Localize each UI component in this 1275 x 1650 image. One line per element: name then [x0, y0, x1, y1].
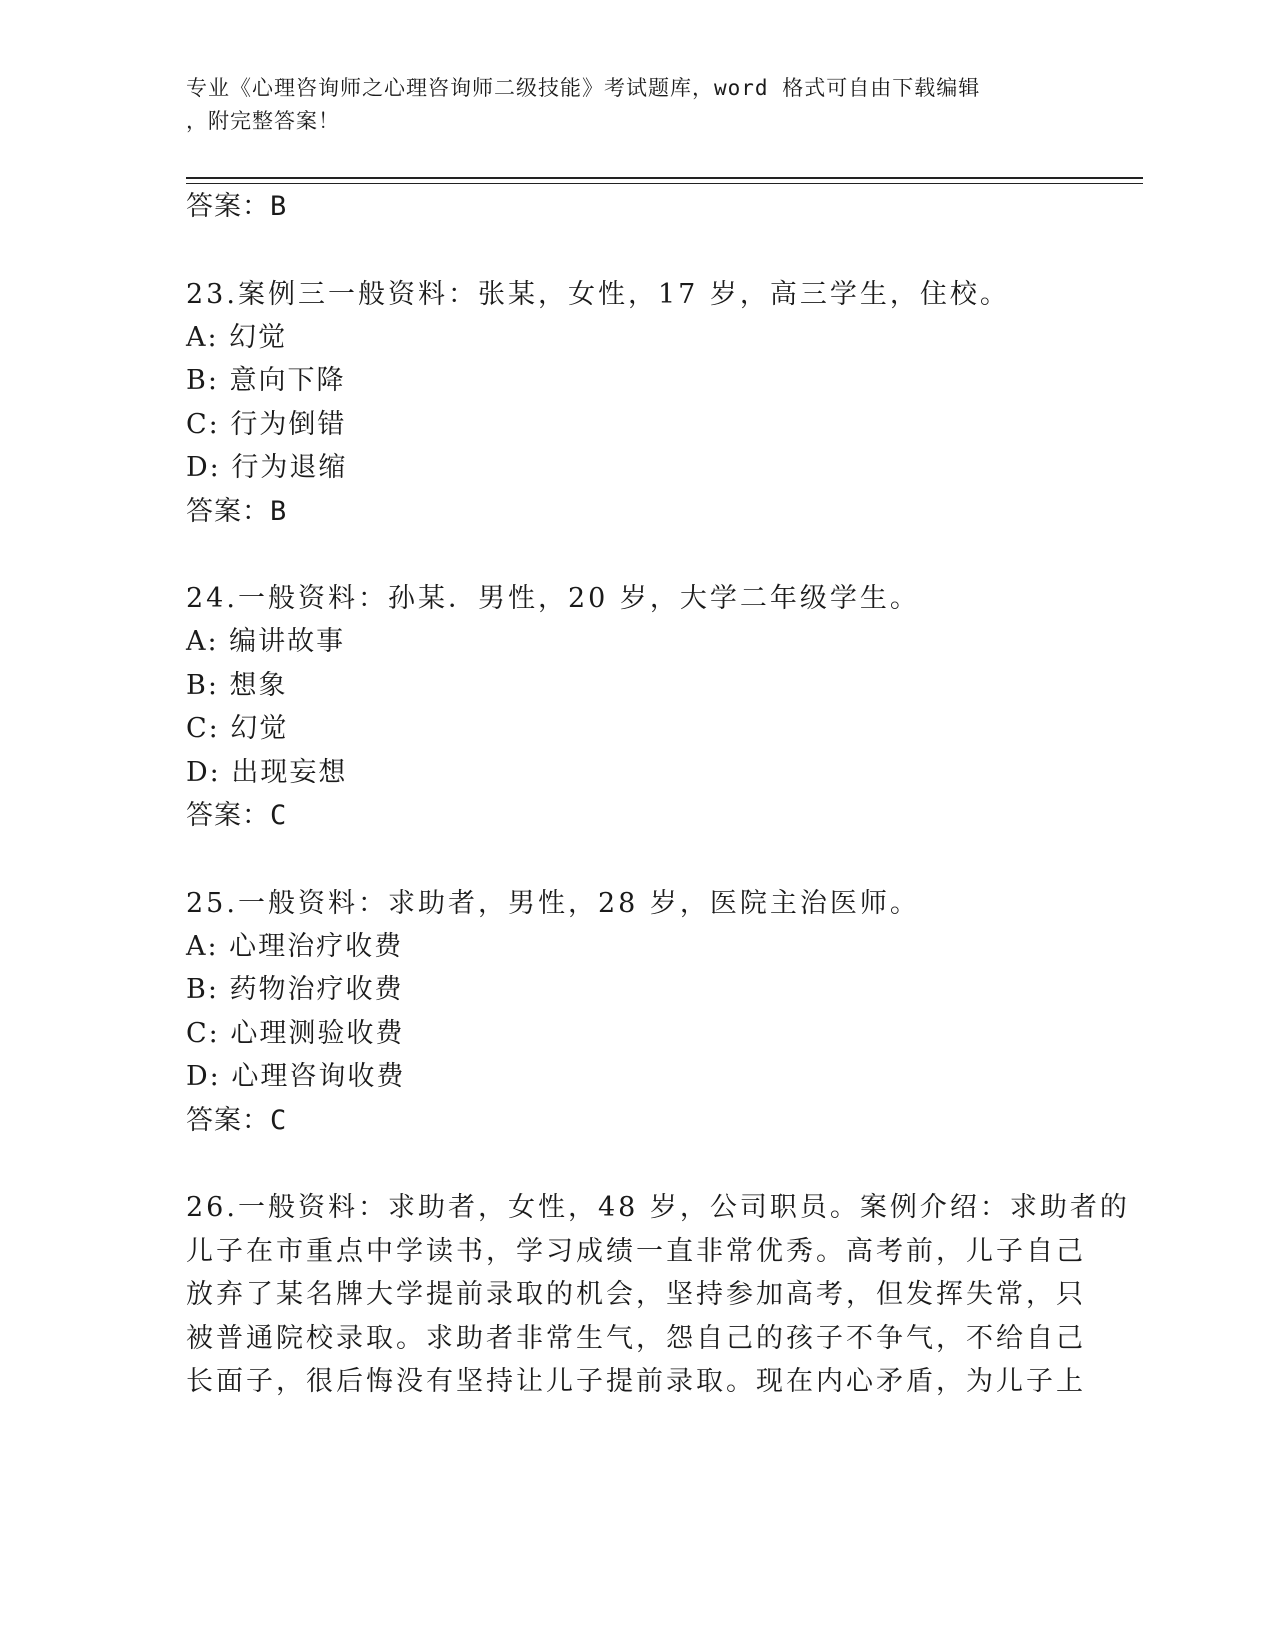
question-stem: 23.案例三一般资料：张某，女性，17 岁，高三学生，住校。 — [186, 279, 1010, 310]
question-26-line: 放弃了某名牌大学提前录取的机会，坚持参加高考，但发挥失常，只 — [186, 1279, 1086, 1310]
question-stem: 24.一般资料：孙某．男性，20 岁，大学二年级学生。 — [186, 583, 920, 614]
option-c: C: 行为倒错 — [186, 409, 347, 440]
question-26-line: 儿子在市重点中学读书，学习成绩一直非常优秀。高考前，儿子自己 — [186, 1236, 1086, 1267]
answer-line: 答案：B — [186, 191, 288, 222]
option-b: B: 药物治疗收费 — [186, 974, 404, 1005]
option-a: A: 幻觉 — [186, 322, 288, 353]
option-b: B: 意向下降 — [186, 365, 346, 396]
option-b: B: 想象 — [186, 670, 288, 701]
question-26-line: 26.一般资料：求助者，女性，48 岁，公司职员。案例介绍：求助者的 — [186, 1192, 1130, 1223]
header-line-2: ，附完整答案！ — [186, 109, 340, 133]
answer-line: 答案：C — [186, 800, 288, 831]
option-c: C: 幻觉 — [186, 713, 289, 744]
question-stem: 25.一般资料：求助者，男性，28 岁，医院主治医师。 — [186, 888, 920, 919]
header-rule-thick — [186, 177, 1143, 179]
answer-line: 答案：B — [186, 496, 288, 527]
option-c: C: 心理测验收费 — [186, 1018, 405, 1049]
option-d: D: 行为退缩 — [186, 452, 348, 483]
option-d: D: 心理咨询收费 — [186, 1061, 406, 1092]
document-header — [186, 72, 1086, 138]
header-rule-thin — [186, 183, 1143, 184]
option-a: A: 编讲故事 — [186, 626, 346, 657]
option-d: D: 出现妄想 — [186, 757, 348, 788]
header-line-1: 专业《心理咨询师之心理咨询师二级技能》考试题库，word 格式可自由下载编辑 — [186, 76, 981, 100]
question-26-line: 长面子，很后悔没有坚持让儿子提前录取。现在内心矛盾，为儿子上 — [186, 1366, 1086, 1397]
answer-line: 答案：C — [186, 1105, 288, 1136]
option-a: A: 心理治疗收费 — [186, 931, 404, 962]
question-26-line: 被普通院校录取。求助者非常生气，怨自己的孩子不争气，不给自己 — [186, 1323, 1086, 1354]
